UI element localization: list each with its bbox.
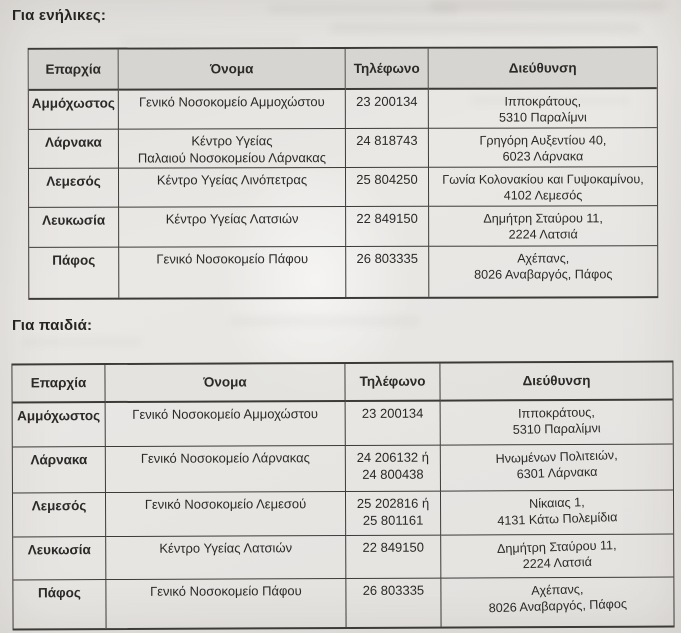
cell-facility-name: Γενικό Νοσοκομείο Αμμοχώστου (106, 402, 346, 447)
address-text: Νίκαιας 1, 4131 Κάτω Πολεμίδια (497, 495, 618, 529)
cell-facility-name: Γενικό Νοσοκομείο Λεμεσού (106, 492, 346, 537)
cell-address: Ιπποκράτους, 5310 Παραλίμνι (429, 89, 657, 129)
adults-contacts-table (28, 46, 659, 300)
cell-address (441, 578, 673, 627)
bleed-through-artifact (230, 316, 420, 326)
cell-address: Γωνία Κολονακίου και Γυψοκαμίνου, 4102 Λεμεσός (429, 167, 657, 207)
column-header-name: Όνομα (119, 49, 346, 91)
cell-facility-name: Κέντρο Υγείας Παλαιού Νοσοκομείου Λάρνακας (119, 129, 346, 169)
column-header-name: Όνομα (105, 364, 345, 403)
cell-province: Πάφος (29, 248, 119, 298)
column-header-phone: Τηλέφωνο (345, 364, 440, 402)
column-header-phone: Τηλέφωνο (346, 49, 429, 90)
cell-facility-name: Γενικό Νοσοκομείο Πάφου (106, 579, 346, 628)
address-text: Ιπποκράτους, 5310 Παραλίμνι (512, 405, 601, 438)
cell-phone: 22 849150 (346, 536, 441, 579)
cell-facility-name: Κέντρο Υγείας Λατσιών (119, 207, 346, 248)
cell-province: Λεμεσός (13, 493, 106, 537)
cell-address: Δημήτρη Σταύρου 11, 2224 Λατσιά (429, 206, 657, 247)
bleed-through-artifact (120, 38, 300, 46)
cell-phone: 25 804250 (346, 168, 429, 207)
cell-phone: 26 803335 (346, 247, 429, 297)
cell-facility-name: Γενικό Νοσοκομείο Λάρνακας (106, 446, 346, 493)
cell-province: Λεμεσός (29, 169, 119, 208)
section-heading-adults: Για ενήλικες: (12, 7, 107, 24)
cell-address (441, 535, 673, 579)
address-text: Δημήτρη Σταύρου 11, 2224 Λατσιά (497, 538, 617, 572)
cell-phone: 24 818743 (346, 129, 429, 168)
address-text: Ηνωμένων Πολιτειών, 6301 Λάρνακα (495, 448, 618, 482)
cell-phone: 25 202816 ή 25 801161 (346, 492, 441, 536)
cell-province: Αμμόχωστος (13, 403, 106, 447)
bleed-through-artifact (22, 338, 142, 346)
cell-phone: 24 206132 ή 24 800438 (346, 446, 441, 492)
cell-facility-name: Γενικό Νοσοκομείο Πάφου (119, 247, 346, 298)
column-header-province: Επαρχία (29, 50, 119, 91)
cell-province: Λάρνακα (13, 447, 106, 493)
column-header-address: Διεύθυνση (429, 48, 657, 90)
cell-province: Λευκωσία (29, 208, 119, 248)
cell-phone: 22 849150 (346, 207, 429, 247)
column-header-address: Διεύθυνση (440, 363, 672, 402)
cell-province: Λευκωσία (13, 537, 106, 580)
cell-facility-name: Γενικό Νοσοκομείο Αμμοχώστου (119, 90, 346, 130)
cell-province: Λάρνακα (29, 130, 119, 169)
section-heading-children: Για παιδιά: (12, 317, 93, 334)
cell-facility-name: Κέντρο Υγείας Λατσιών (106, 536, 346, 580)
cell-address: Αχέπανς, 8026 Αναβαργός, Πάφος (474, 251, 613, 283)
cell-address (441, 491, 673, 536)
cell-phone: 23 200134 (346, 90, 429, 129)
cell-province: Πάφος (13, 580, 106, 628)
cell-facility-name: Κέντρο Υγείας Λινόπετρας (119, 168, 346, 208)
address-text: Αχέπανς, 8026 Αναβαργός, Πάφος (488, 582, 628, 616)
bleed-through-artifact (330, 24, 640, 33)
cell-address (441, 401, 673, 446)
cell-address: Γρηγόρη Αυξεντίου 40, 6023 Λάρνακα (429, 128, 657, 168)
cell-province: Αμμόχωστος (29, 91, 119, 130)
bleed-through-artifact (430, 1, 665, 11)
cell-phone: 23 200134 (346, 402, 441, 446)
column-header-province: Επαρχία (12, 365, 105, 403)
cell-address (441, 445, 673, 492)
children-contacts-table (11, 361, 674, 631)
cell-phone: 26 803335 (346, 579, 441, 627)
